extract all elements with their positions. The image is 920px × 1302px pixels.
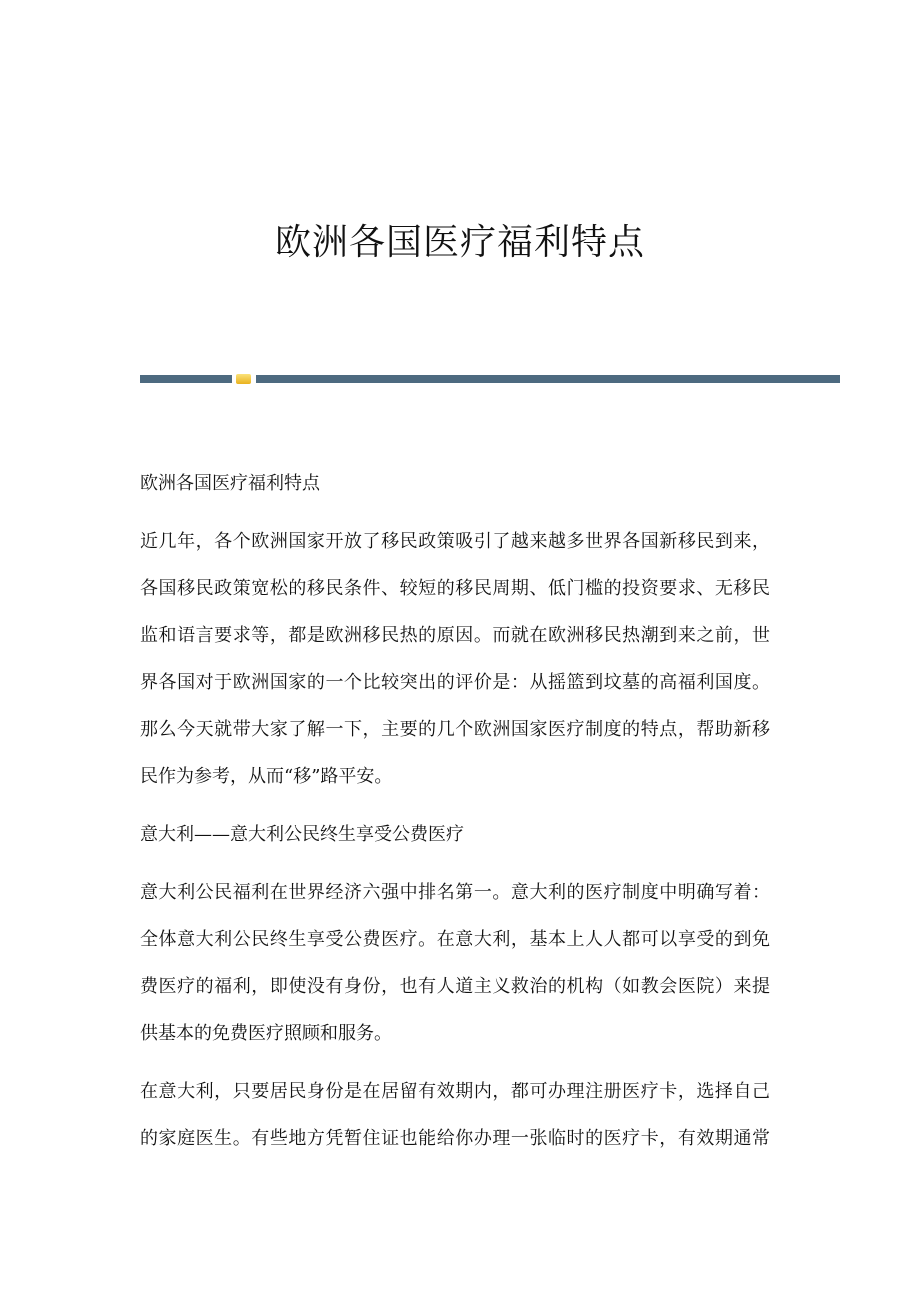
text-line: 那么今天就带大家了解一下，主要的几个欧洲国家医疗制度的特点，帮助新移 <box>140 719 770 740</box>
text-line: 在意大利，只要居民身份是在居留有效期内，都可办理注册医疗卡，选择自己 <box>140 1081 770 1102</box>
divider-bar-right <box>256 375 840 383</box>
text-line: 供基本的免费医疗照顾和服务。 <box>140 1023 392 1044</box>
text-line: 民作为参考，从而“移”路平安。 <box>140 766 393 787</box>
text-line: 欧洲各国医疗福利特点 <box>140 473 320 494</box>
paragraph <box>140 1076 770 1170</box>
text-line: 全体意大利公民终生享受公费医疗。在意大利，基本上人人都可以享受的到免 <box>140 929 770 950</box>
text-line: 意大利公民福利在世界经济六强中排名第一。意大利的医疗制度中明确写着： <box>140 882 770 903</box>
paragraph <box>140 877 770 1065</box>
paragraph <box>140 526 770 808</box>
paragraph <box>140 468 770 515</box>
text-line: 界各国对于欧洲国家的一个比较突出的评价是：从摇篮到坟墓的高福利国度。 <box>140 672 770 693</box>
text-line: 近几年，各个欧洲国家开放了移民政策吸引了越来越多世界各国新移民到来， <box>140 531 770 552</box>
document-title: 欧洲各国医疗福利特点 <box>274 222 645 263</box>
text-line: 费医疗的福利，即使没有身份，也有人道主义救治的机构（如教会医院）来提 <box>140 976 770 997</box>
text-line: 意大利——意大利公民终生享受公费医疗 <box>140 824 464 845</box>
divider-ornament-icon <box>236 374 251 384</box>
title-divider <box>140 375 840 384</box>
text-line: 的家庭医生。有些地方凭暂住证也能给你办理一张临时的医疗卡，有效期通常 <box>140 1128 770 1149</box>
divider-bar-left <box>140 375 232 383</box>
text-line: 各国移民政策宽松的移民条件、较短的移民周期、低门槛的投资要求、无移民 <box>140 578 770 599</box>
text-line: 监和语言要求等，都是欧洲移民热的原因。而就在欧洲移民热潮到来之前，世 <box>140 625 770 646</box>
document-body <box>140 468 770 1181</box>
paragraph <box>140 819 770 866</box>
